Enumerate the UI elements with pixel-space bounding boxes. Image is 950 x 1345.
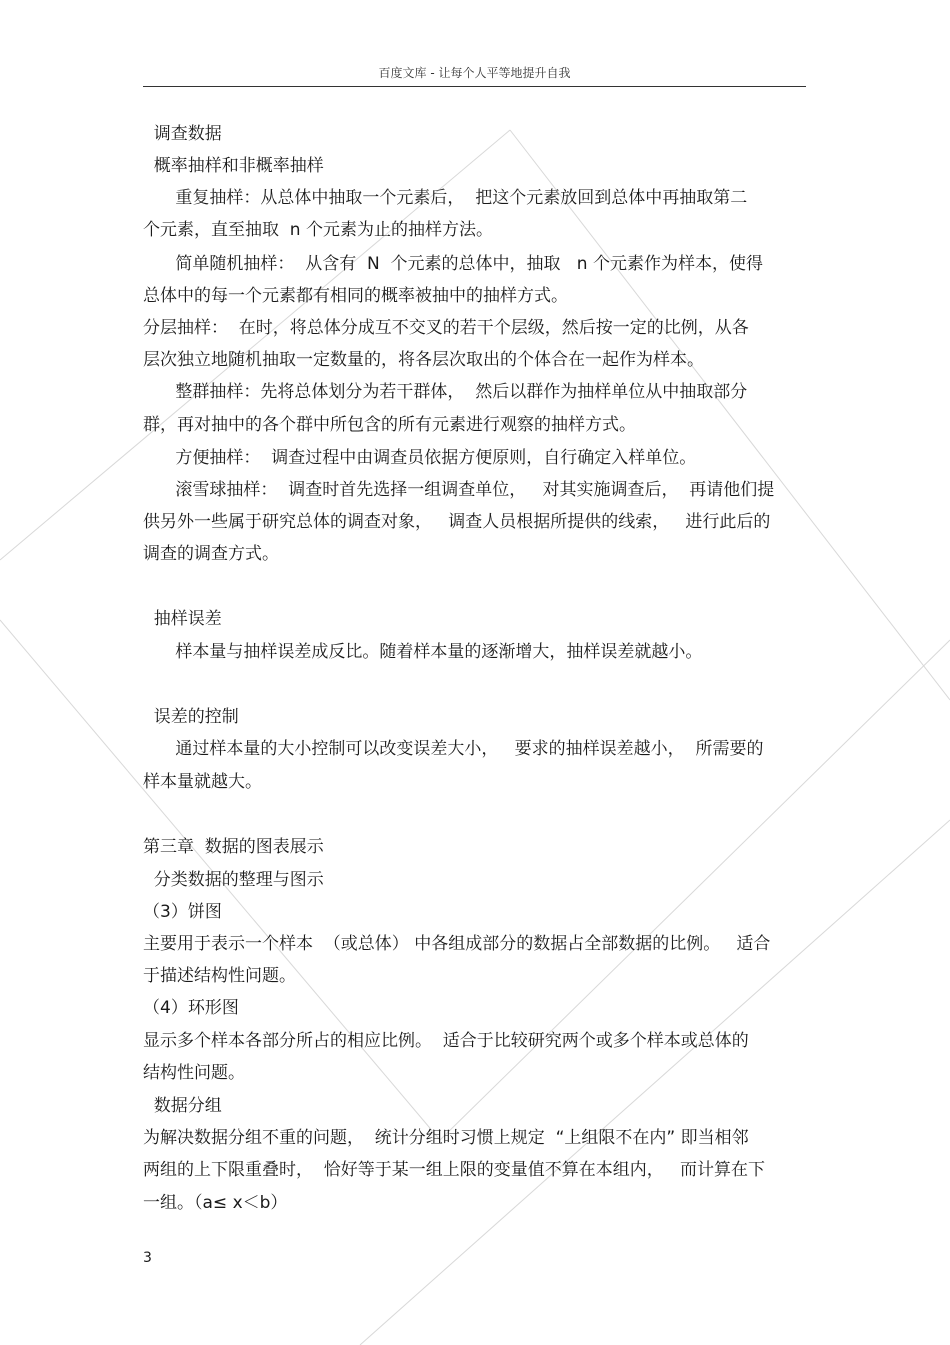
paragraph-line: 简单随机抽样： 从含有 N 个元素的总体中，抽取 n 个元素作为样本，使得 bbox=[143, 254, 763, 274]
paragraph-line: 层次独立地随机抽取一定数量的，将各层次取出的个体合在一起作为样本。 bbox=[143, 350, 704, 370]
paragraph-line: 一组。（a≤ x＜b） bbox=[143, 1193, 288, 1213]
paragraph-line: 主要用于表示一个样本 （或总体） 中各组成部分的数据占全部数据的比例。 适合 bbox=[143, 934, 771, 954]
paragraph-line: 通过样本量的大小控制可以改变误差大小， 要求的抽样误差越小， 所需要的 bbox=[143, 739, 764, 759]
page-header: 百度文库 - 让每个人平等地提升自我 bbox=[378, 66, 571, 80]
paragraph-line: 供另外一些属于研究总体的调查对象， 调查人员根据所提供的线索， 进行此后的 bbox=[143, 512, 771, 532]
subsection-heading: 概率抽样和非概率抽样 bbox=[143, 156, 324, 176]
paragraph-line: 整群抽样：先将总体划分为若干群体， 然后以群作为抽样单位从中抽取部分 bbox=[143, 382, 748, 402]
section-heading: 抽样误差 bbox=[143, 609, 222, 629]
header-divider bbox=[143, 86, 806, 87]
paragraph-line: 为解决数据分组不重的问题， 统计分组时习惯上规定 “上组限不在内” 即当相邻 bbox=[143, 1128, 749, 1148]
paragraph-line: 显示多个样本各部分所占的相应比例。 适合于比较研究两个或多个样本或总体的 bbox=[143, 1031, 749, 1051]
paragraph-line: 个元素，直至抽取 n 个元素为止的抽样方法。 bbox=[143, 220, 493, 240]
paragraph-line: 调查的调查方式。 bbox=[143, 544, 279, 564]
page-number: 3 bbox=[143, 1250, 152, 1266]
paragraph-line: 总体中的每一个元素都有相同的概率被抽中的抽样方式。 bbox=[143, 286, 568, 306]
list-item-heading: （3）饼图 bbox=[143, 902, 222, 922]
section-heading: 误差的控制 bbox=[143, 707, 239, 727]
paragraph-line: 方便抽样： 调查过程中由调查员依据方便原则，自行确定入样单位。 bbox=[143, 448, 697, 468]
paragraph-line: 分层抽样： 在时，将总体分成互不交叉的若干个层级，然后按一定的比例，从各 bbox=[143, 318, 749, 338]
paragraph-line: 样本量与抽样误差成反比。随着样本量的逐渐增大，抽样误差就越小。 bbox=[143, 642, 703, 662]
paragraph-line: 样本量就越大。 bbox=[143, 772, 262, 792]
list-item-heading: （4）环形图 bbox=[143, 998, 239, 1018]
section-heading: 数据分组 bbox=[143, 1096, 222, 1116]
paragraph-line: 结构性问题。 bbox=[143, 1063, 245, 1083]
section-heading: 调查数据 bbox=[143, 124, 222, 144]
section-heading: 分类数据的整理与图示 bbox=[143, 870, 324, 890]
paragraph-line: 于描述结构性问题。 bbox=[143, 966, 296, 986]
paragraph-line: 两组的上下限重叠时， 恰好等于某一组上限的变量值不算在本组内， 而计算在下 bbox=[143, 1160, 766, 1180]
paragraph-line: 滚雪球抽样： 调查时首先选择一组调查单位， 对其实施调查后， 再请他们提 bbox=[143, 480, 775, 500]
paragraph-line: 重复抽样：从总体中抽取一个元素后， 把这个元素放回到总体中再抽取第二 bbox=[143, 188, 748, 208]
paragraph-line: 群，再对抽中的各个群中所包含的所有元素进行观察的抽样方式。 bbox=[143, 415, 636, 435]
chapter-heading: 第三章 数据的图表展示 bbox=[143, 837, 324, 857]
